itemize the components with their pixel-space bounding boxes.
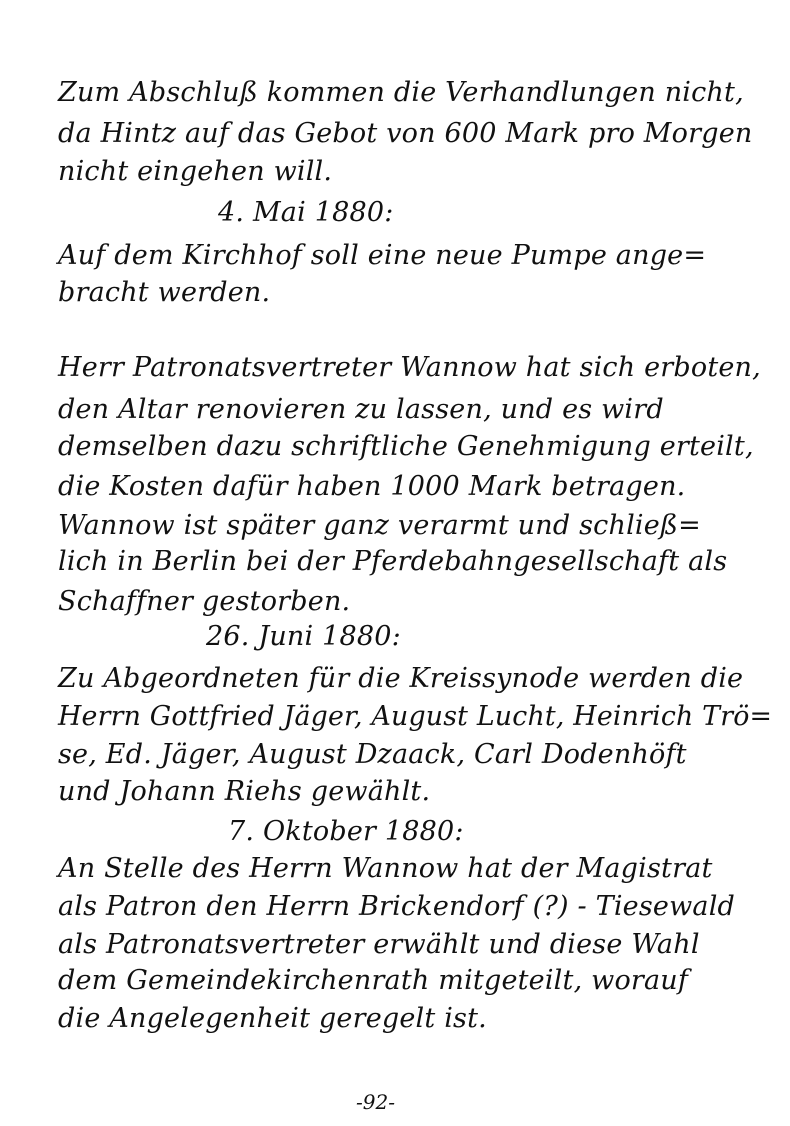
text-line-2: da Hintz auf das Gebot von 600 Mark pro Morgen — [58, 118, 753, 149]
text-line-22: als Patronatsvertreter erwählt und diese Wahl — [58, 929, 700, 960]
date-heading-june: 26. Juni 1880: — [206, 621, 401, 652]
page-number: -92- — [356, 1090, 395, 1114]
text-line-11: Wannow ist später ganz verarmt und schließ= — [58, 510, 701, 541]
date-heading-october: 7. Oktober 1880: — [228, 816, 464, 847]
text-line-17: se, Ed. Jäger, August Dzaack, Carl Dodenhöft — [58, 739, 687, 770]
text-line-7: Herr Patronatsvertreter Wannow hat sich erboten, — [58, 352, 761, 383]
text-line-20: An Stelle des Herrn Wannow hat der Magistrat — [58, 853, 713, 884]
text-line-24: die Angelegenheit geregelt ist. — [58, 1003, 487, 1034]
text-line-8: den Altar renovieren zu lassen, und es wird — [58, 394, 664, 425]
text-line-5: Auf dem Kirchhof soll eine neue Pumpe ange= — [58, 240, 707, 271]
text-line-3: nicht eingehen will. — [58, 156, 333, 187]
text-line-23: dem Gemeindekirchenrath mitgeteilt, worauf — [58, 965, 689, 996]
text-line-12: lich in Berlin bei der Pferdebahngesellschaft als — [58, 546, 728, 577]
text-line-9: demselben dazu schriftliche Genehmigung erteilt, — [58, 431, 754, 462]
text-line-1: Zum Abschluß kommen die Verhandlungen nicht, — [58, 77, 744, 108]
text-line-16: Herrn Gottfried Jäger, August Lucht, Heinrich Trö= — [58, 701, 773, 732]
text-line-21: als Patron den Herrn Brickendorf (?) - Tiesewald — [58, 891, 736, 922]
text-line-6: bracht werden. — [58, 277, 271, 308]
date-heading-may: 4. Mai 1880: — [218, 197, 394, 228]
text-line-13: Schaffner gestorben. — [58, 586, 351, 617]
text-line-15: Zu Abgeordneten für die Kreissynode werden die — [58, 663, 744, 694]
text-line-10: die Kosten dafür haben 1000 Mark betragen. — [58, 471, 686, 502]
text-line-18: und Johann Riehs gewählt. — [58, 776, 431, 807]
